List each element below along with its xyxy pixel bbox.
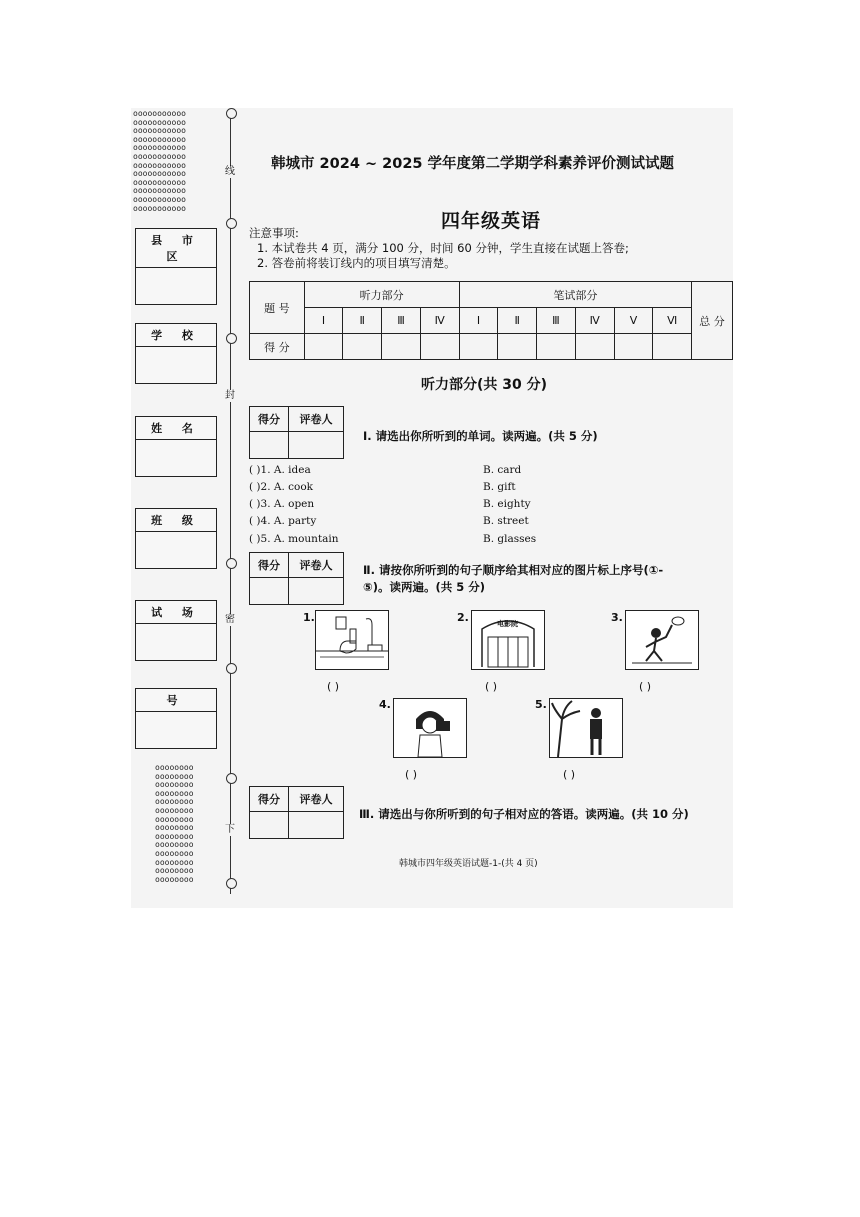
notice-item: 2. 答卷前将装订线内的项目填写清楚。 xyxy=(257,256,456,270)
score-table-header: 题 号 xyxy=(250,282,305,334)
listening-col: Ⅳ xyxy=(420,308,459,334)
score-cell[interactable] xyxy=(459,334,498,360)
picture-number: 2. xyxy=(457,611,469,624)
exam-subtitle: 四年级英语 xyxy=(441,210,542,232)
q1-option-b: B. eighty xyxy=(483,498,531,510)
answer-blank[interactable]: ( ) xyxy=(405,768,418,781)
exam-room-field[interactable] xyxy=(135,600,217,661)
binding-hole xyxy=(226,878,237,889)
score-cell[interactable] xyxy=(653,334,692,360)
listening-col: Ⅱ xyxy=(343,308,382,334)
score-cell[interactable] xyxy=(304,334,343,360)
score-cell[interactable] xyxy=(382,334,421,360)
q1-option-b: B. card xyxy=(483,464,522,476)
answer-blank[interactable]: ( ) xyxy=(563,768,576,781)
notice xyxy=(249,226,629,271)
binding-char: 线 xyxy=(225,166,235,177)
score-cell[interactable] xyxy=(575,334,614,360)
writing-col: Ⅴ xyxy=(614,308,653,334)
q1-option-a: ( )2. A. cook xyxy=(249,481,314,493)
cinema-sign: 电影院 xyxy=(497,620,518,628)
binding-hole xyxy=(226,218,237,229)
name-field[interactable] xyxy=(135,416,217,477)
score-cell[interactable] xyxy=(420,334,459,360)
q1-option-a: ( )3. A. open xyxy=(249,498,315,510)
school-field[interactable] xyxy=(135,323,217,384)
binding-hole xyxy=(226,333,237,344)
notice-item: 1. 本试卷共 4 页，满分 100 分，时间 60 分钟，学生直接在试题上答卷; xyxy=(257,241,629,255)
total-header: 总 分 xyxy=(692,282,733,360)
answer-blank[interactable]: ( ) xyxy=(639,680,652,693)
picture-number: 5. xyxy=(535,698,547,711)
score-cell[interactable] xyxy=(614,334,653,360)
q1-option-a: ( )1. A. idea xyxy=(249,464,311,476)
binding-hole xyxy=(226,558,237,569)
exam-title: 韩城市 2024 ~ 2025 学年度第二学期学科素养评价测试试题 xyxy=(271,156,675,172)
writing-header: 笔试部分 xyxy=(459,282,691,308)
county-field[interactable] xyxy=(135,228,217,305)
score-cell[interactable] xyxy=(498,334,537,360)
q2-title xyxy=(363,562,663,596)
q3-title: Ⅲ. 请选出与你所听到的句子相对应的答语。读两遍。(共 10 分) xyxy=(359,807,689,821)
girl-camera-icon xyxy=(393,698,467,758)
answer-blank[interactable]: ( ) xyxy=(327,680,340,693)
field-label: 号 xyxy=(136,689,216,712)
field-label: 学 校 xyxy=(136,324,216,347)
grader-name-cell[interactable] xyxy=(289,432,344,459)
grader-score-label: 得分 xyxy=(250,553,289,578)
grader-score-label: 得分 xyxy=(250,787,289,812)
grader-score-cell[interactable] xyxy=(250,432,289,459)
writing-col: Ⅰ xyxy=(459,308,498,334)
score-row-label: 得 分 xyxy=(250,334,305,360)
q1-option-b: B. glasses xyxy=(483,533,537,545)
grader-name-cell[interactable] xyxy=(289,812,344,839)
grader-name-label: 评卷人 xyxy=(289,553,344,578)
grader-box xyxy=(249,552,344,605)
field-label: 班 级 xyxy=(136,509,216,532)
grader-box xyxy=(249,786,344,839)
grader-name-label: 评卷人 xyxy=(289,407,344,432)
answer-blank[interactable]: ( ) xyxy=(485,680,498,693)
binding-char: 下 xyxy=(225,824,235,835)
q1-option-b: B. street xyxy=(483,515,529,527)
notice-heading: 注意事项: xyxy=(249,226,299,240)
writing-col: Ⅱ xyxy=(498,308,537,334)
picture-number: 1. xyxy=(303,611,315,624)
seat-number-field[interactable] xyxy=(135,688,217,749)
running-boy-icon xyxy=(625,610,699,670)
grader-box xyxy=(249,406,344,459)
field-label: 试 场 xyxy=(136,601,216,624)
score-cell[interactable] xyxy=(343,334,382,360)
grader-score-cell[interactable] xyxy=(250,812,289,839)
picture-number: 3. xyxy=(611,611,623,624)
binding-char: 密 xyxy=(225,614,235,625)
q1-option-a: ( )4. A. party xyxy=(249,515,317,527)
grader-score-label: 得分 xyxy=(250,407,289,432)
grader-score-cell[interactable] xyxy=(250,578,289,605)
field-label: 县 市 区 xyxy=(136,229,216,268)
picture-number: 4. xyxy=(379,698,391,711)
perforation-top: ooooooooooo ooooooooooo ooooooooooo ooooooooooo ooooooooooo ooooooooooo ooooooooooo ooooooooooo ooooooooooo ooooooooooo ooooooooooo ooooooooooo xyxy=(133,109,186,213)
grader-name-label: 评卷人 xyxy=(289,787,344,812)
q1-title: Ⅰ. 请选出你所听到的单词。读两遍。(共 5 分) xyxy=(363,429,598,443)
grader-name-cell[interactable] xyxy=(289,578,344,605)
page-footer: 韩城市四年级英语试题-1-(共 4 页) xyxy=(399,859,538,869)
binding-hole xyxy=(226,773,237,784)
listening-header: 听力部分 xyxy=(304,282,459,308)
class-field[interactable] xyxy=(135,508,217,569)
writing-col: Ⅳ xyxy=(575,308,614,334)
writing-col: Ⅵ xyxy=(653,308,692,334)
exam-sheet xyxy=(131,108,733,908)
perforation-bottom: oooooooo oooooooo oooooooo oooooooo oooooooo oooooooo oooooooo oooooooo oooooooo oooooooo oooooooo oooooooo oooooooo oooooooo xyxy=(155,763,194,884)
binding-hole xyxy=(226,663,237,674)
q2-title-line2: ⑤)。读两遍。(共 5 分) xyxy=(363,580,486,594)
listening-col: Ⅲ xyxy=(382,308,421,334)
q1-option-b: B. gift xyxy=(483,481,516,493)
man-tree-icon xyxy=(549,698,623,758)
writing-col: Ⅲ xyxy=(537,308,576,334)
score-table xyxy=(249,281,733,360)
listening-section-title: 听力部分(共 30 分) xyxy=(421,377,548,393)
field-label: 姓 名 xyxy=(136,417,216,440)
bathroom-icon xyxy=(315,610,389,670)
q2-title-line1: Ⅱ. 请按你所听到的句子顺序给其相对应的图片标上序号(①- xyxy=(363,563,664,577)
binding-hole xyxy=(226,108,237,119)
q1-option-a: ( )5. A. mountain xyxy=(249,533,339,545)
binding-char: 封 xyxy=(225,390,235,401)
score-cell[interactable] xyxy=(537,334,576,360)
listening-col: Ⅰ xyxy=(304,308,343,334)
